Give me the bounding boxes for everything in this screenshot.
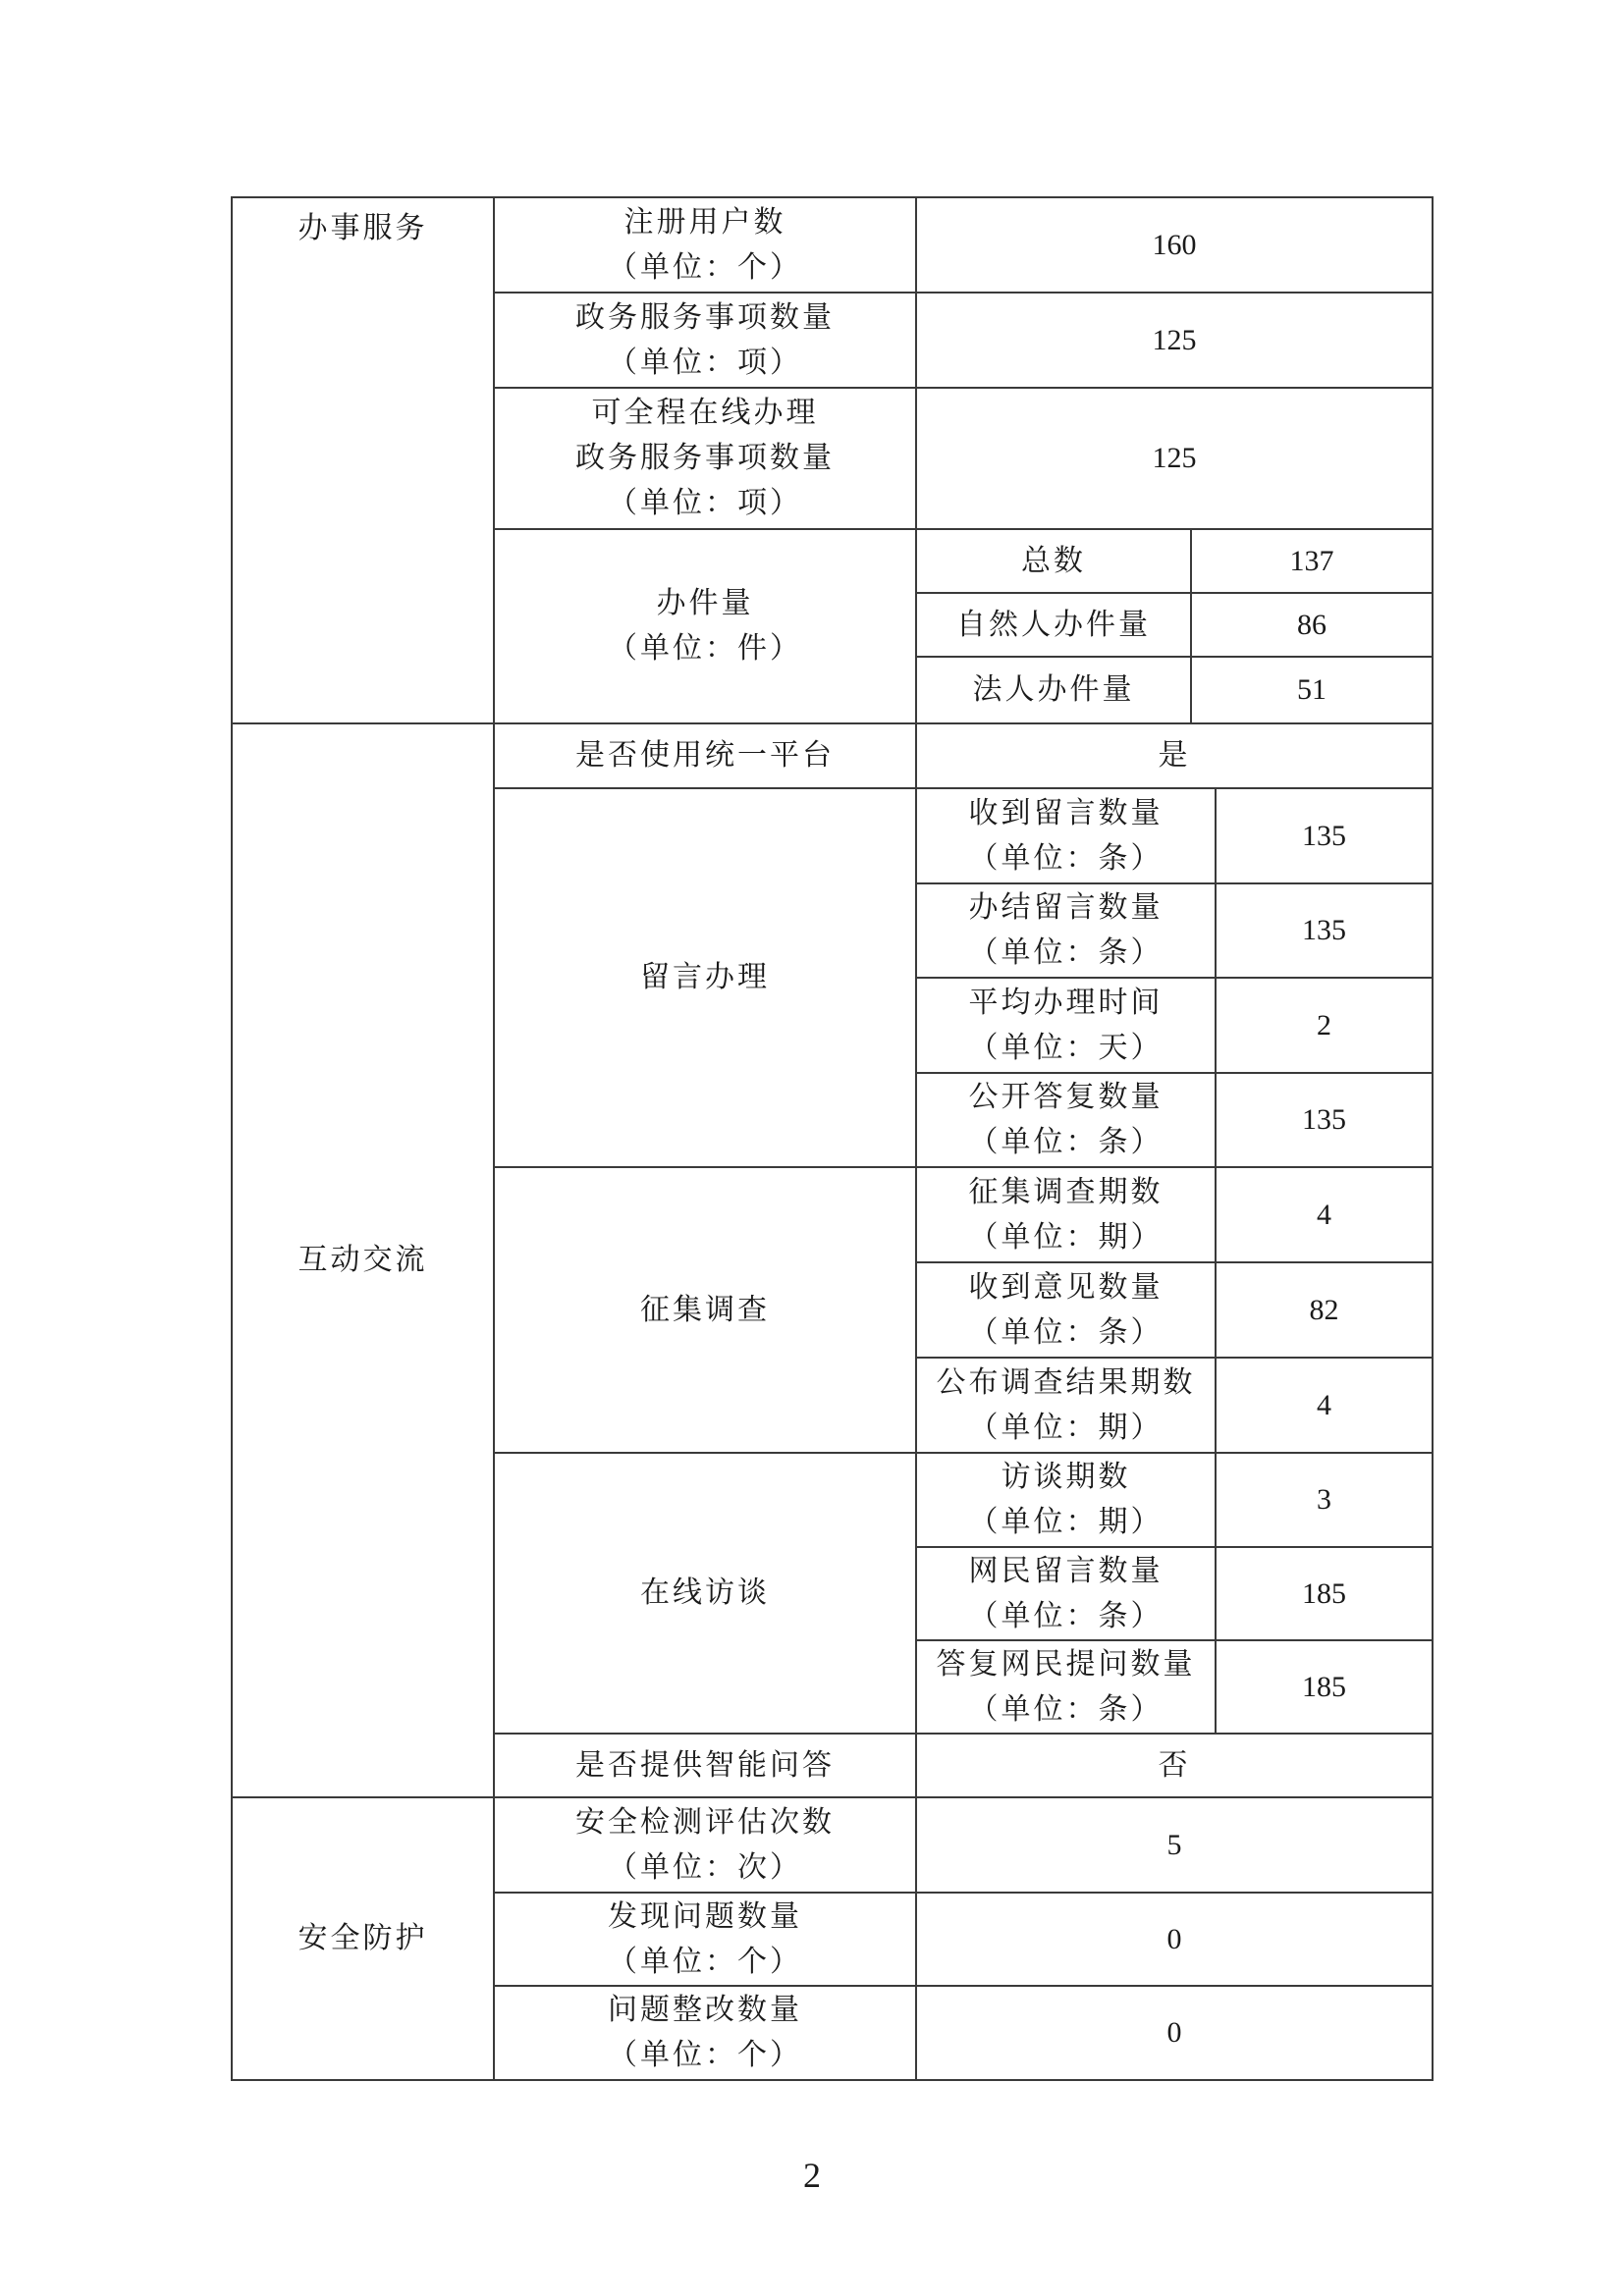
row-value: 125 xyxy=(915,292,1434,387)
sub-label: 平均办理时间 （单位：天） xyxy=(915,977,1215,1072)
row-value: 125 xyxy=(915,387,1434,528)
sub-value: 51 xyxy=(1190,656,1434,722)
row-value: 否 xyxy=(915,1733,1434,1796)
row-label: 注册用户数 （单位：个） xyxy=(493,196,915,292)
sub-label: 办结留言数量 （单位：条） xyxy=(915,882,1215,977)
group-label: 征集调查 xyxy=(493,1166,915,1452)
row-label: 安全检测评估次数 （单位：次） xyxy=(493,1796,915,1892)
row-label: 可全程在线办理 政务服务事项数量 （单位：项） xyxy=(493,387,915,528)
row-value: 160 xyxy=(915,196,1434,292)
row-value: 0 xyxy=(915,1892,1434,1985)
sub-value: 2 xyxy=(1215,977,1434,1072)
group-label: 留言办理 xyxy=(493,787,915,1166)
sub-label: 法人办件量 xyxy=(915,656,1190,722)
sub-label: 收到留言数量 （单位：条） xyxy=(915,787,1215,882)
sub-value: 4 xyxy=(1215,1357,1434,1452)
sub-value: 82 xyxy=(1215,1261,1434,1357)
sub-label: 网民留言数量 （单位：条） xyxy=(915,1546,1215,1639)
sub-label: 征集调查期数 （单位：期） xyxy=(915,1166,1215,1261)
sub-value: 137 xyxy=(1190,528,1434,592)
sub-label: 访谈期数 （单位：期） xyxy=(915,1452,1215,1546)
sub-value: 135 xyxy=(1215,882,1434,977)
sub-value: 185 xyxy=(1215,1546,1434,1639)
sub-label: 收到意见数量 （单位：条） xyxy=(915,1261,1215,1357)
sub-value: 135 xyxy=(1215,1072,1434,1166)
row-value: 5 xyxy=(915,1796,1434,1892)
group-label: 办件量 （单位：件） xyxy=(493,528,915,722)
sub-value: 86 xyxy=(1190,592,1434,656)
sub-value: 3 xyxy=(1215,1452,1434,1546)
stats-table xyxy=(231,196,1434,2081)
sub-label: 答复网民提问数量 （单位：条） xyxy=(915,1639,1215,1733)
row-label: 是否提供智能问答 xyxy=(493,1733,915,1796)
row-label: 问题整改数量 （单位：个） xyxy=(493,1985,915,2081)
row-value: 是 xyxy=(915,722,1434,787)
sub-value: 135 xyxy=(1215,787,1434,882)
section-label: 办事服务 xyxy=(231,196,493,722)
row-value: 0 xyxy=(915,1985,1434,2081)
row-label: 是否使用统一平台 xyxy=(493,722,915,787)
section-label: 安全防护 xyxy=(231,1796,493,2081)
group-label: 在线访谈 xyxy=(493,1452,915,1733)
row-label: 政务服务事项数量 （单位：项） xyxy=(493,292,915,387)
sub-label: 自然人办件量 xyxy=(915,592,1190,656)
row-label: 发现问题数量 （单位：个） xyxy=(493,1892,915,1985)
sub-value: 185 xyxy=(1215,1639,1434,1733)
sub-label: 公布调查结果期数 （单位：期） xyxy=(915,1357,1215,1452)
sub-value: 4 xyxy=(1215,1166,1434,1261)
page-number: 2 xyxy=(803,2156,821,2195)
sub-label: 公开答复数量 （单位：条） xyxy=(915,1072,1215,1166)
sub-label: 总数 xyxy=(915,528,1190,592)
section-label: 互动交流 xyxy=(231,722,493,1796)
